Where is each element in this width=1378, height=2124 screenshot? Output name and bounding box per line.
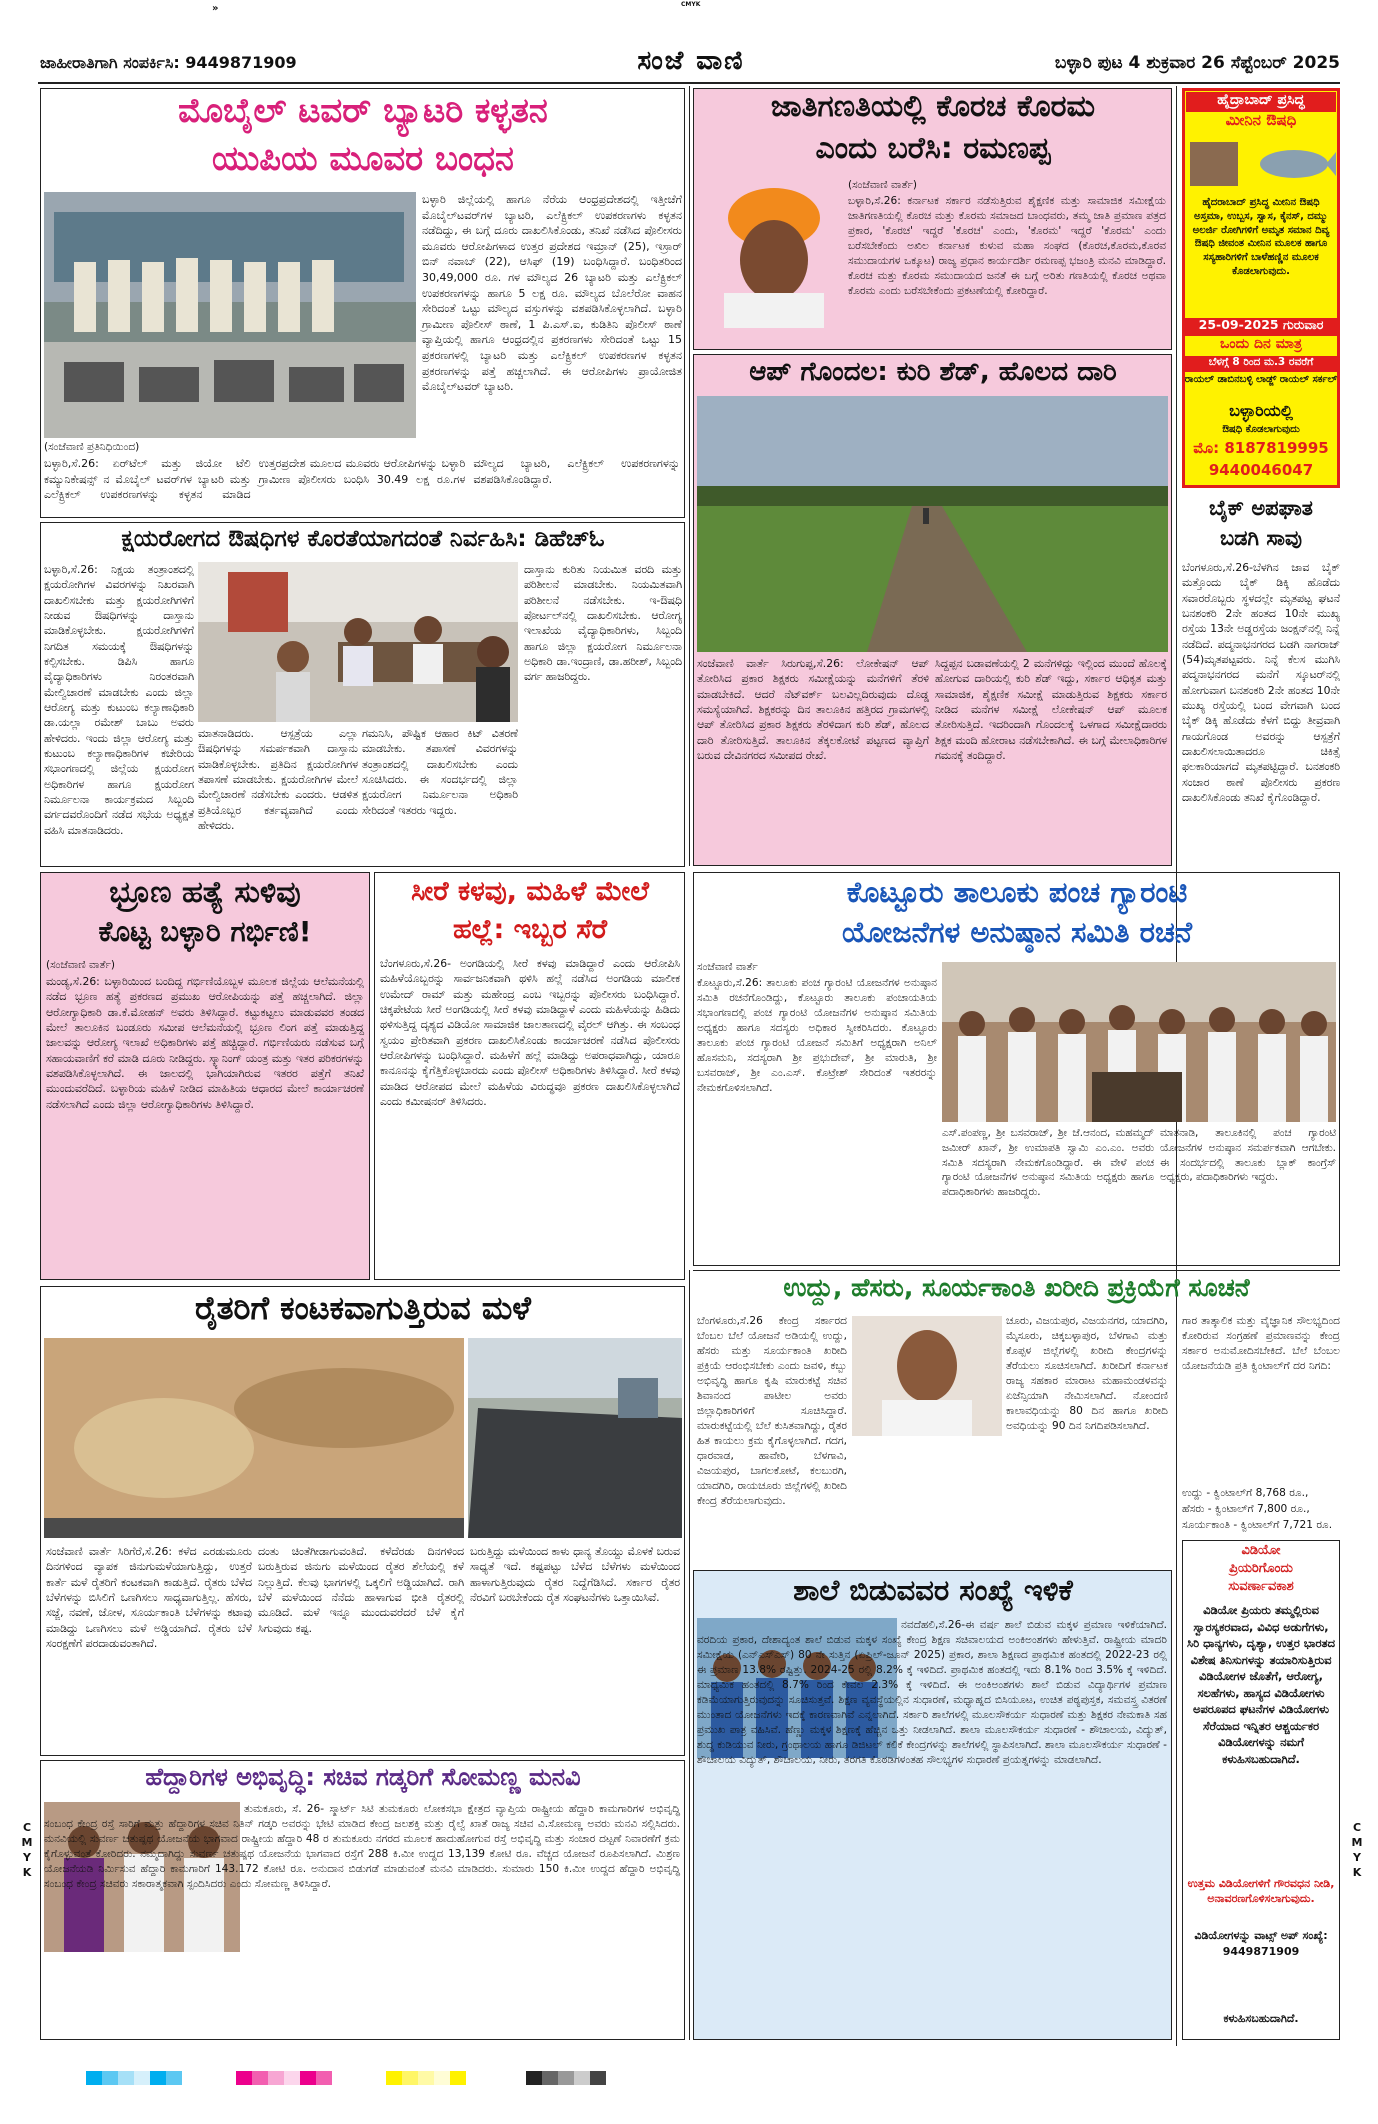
rain-body-col2: ದಂತು ಚಿಂತೆಗೀಡಾಗುವಂತಿದೆ. ಕಳೆದೆರಡು ದಿನಗಳಿಂದ ಬರುತ್ತಿರುವ ಜಿನುಗು ಮಳೆಯಿಂದ ರೈತರ ಶೆಲೆಯಲ್ಲಿ ಕಳೆ ನಿಲ್ಲುತ್ತಿದೆ. ಕೆಲವು ಭಾಗಗಳಲ್ಲಿ ಒಕ್ಕಲಿಗೆ ಅಡ್ಡಿಯಾಗಿದೆ. ರಾಗಿ ಬೆಳೆ ಮಳೆಯಿಂದ ನೆನೆದು ಹಾಳಾಗುವ ಭೀತಿ ರೈತರಲ್ಲಿ ಮೂಡಿದೆ. ಮಳೆ ಇನ್ನೂ ಮುಂದುವರೆದರೆ ಬೆಳೆ ಕೈಗೆ ಸಿಗುವುದು ಕಷ್ಟ. [258,1545,464,1635]
fish-graphic [1186,136,1336,192]
price-moong: ಹೆಸರು - ಕ್ವಿಂಟಾಲ್‌ಗೆ 7,800 ರೂ., [1182,1503,1310,1515]
procurement-body-col1: ಬೆಂಗಳೂರು,ಸೆ.26 ಕೇಂದ್ರ ಸರ್ಕಾರದ ಬೆಂಬಲ ಬೆಲೆ ಯೋಜನೆ ಅಡಿಯಲ್ಲಿ ಉದ್ದು, ಹೆಸರು ಮತ್ತು ಸೂರ್ಯಕಾಂತಿ ಖರೀದಿ ಪ್ರಕ್ರಿಯೆ ಆರಂಭಿಸಬೇಕು ಎಂದು ಜವಳಿ, ಕಬ್ಬು ಅಭಿವೃದ್ಧಿ ಹಾಗೂ ಕೃಷಿ ಮಾರುಕಟ್ಟೆ ಸಚಿವ ಶಿವಾನಂದ ಪಾಟೀಲ ಅವರು ಜಿಲ್ಲಾಧಿಕಾರಿಗಳಿಗೆ ಸೂಚಿಸಿದ್ದಾರೆ. ಮಾರುಕಟ್ಟೆಯಲ್ಲಿ ಬೆಲೆ ಕುಸಿತವಾಗಿದ್ದು, ರೈತರ ಹಿತ ಕಾಯಲು ಕ್ರಮ ಕೈಗೊಳ್ಳಲಾಗಿದೆ. ಗದಗ, ಧಾರವಾಡ, ಹಾವೇರಿ, ಬೆಳಗಾವಿ, ವಿಜಯಪುರ, ಬಾಗಲಕೋಟೆ, ಕಲಬುರಗಿ, ಯಾದಗಿರಿ, ರಾಯಚೂರು ಜಿಲ್ಲೆಗಳಲ್ಲಿ ಖರೀದಿ ಕೇಂದ್ರ ತೆರೆಯಲಾಗುವುದು. [697,1315,847,1508]
wet-grain-photo [44,1338,464,1538]
kottur-body-col2: ಮಾತನಾಡಿ, ತಾಲೂಕಿನಲ್ಲಿ ಪಂಚ ಗ್ಯಾರಂಟಿ ಯೋಜನೆಗಳ ಅನುಷ್ಠಾನ ಸಮರ್ಪಕವಾಗಿ ಆಗಬೇಕು. ಈ ಸಂದರ್ಭದಲ್ಲಿ ತಾಲೂಕು ಬ್ಲಾಕ್ ಕಾಂಗ್ರೆಸ್ ಅಧ್ಯಕ್ಷರು, ಪದಾಧಿಕಾರಿಗಳು ಇದ್ದರು. [1160,1127,1336,1184]
kottur-photo-graphic [942,962,1336,1122]
kottur-photo-caption: ಎಸ್.ಪಂಪಣ್ಣ, ಶ್ರೀ ಬಸವರಾಜ್, ಶ್ರೀ ಜೆ.ಆನಂದ, ಮಹಮ್ಮದ್ ಜಮೀರ್ ಖಾನ್, ಶ್ರೀ ಉಮಾಪತಿ ಸ್ವಾಮಿ ಎಂ.ಎಂ. ಅವರು ಸಮಿತಿ ಸದಸ್ಯರಾಗಿ ನೇಮಕಗೊಂಡಿದ್ದಾರೆ. ಈ ವೇಳೆ ಪಂಚ ಗ್ಯಾರಂಟಿ ಯೋಜನೆಗಳ ಅನುಷ್ಠಾನ ಸಮಿತಿಯ ಅಧ್ಯಕ್ಷರು ಹಾಗೂ ಪದಾಧಿಕಾರಿಗಳು ಹಾಜರಿದ್ದರು. [942,1127,1154,1199]
ramanappa-portrait-graphic [704,178,844,328]
fish-ad-phone-2: 9440046047 [1208,461,1314,479]
korcha-headline-2: ಎಂದು ಬರೆಸಿ: ರಮಣಪ್ಪ [815,131,1051,166]
covered-grain-graphic [468,1338,682,1538]
battery-theft-byline: (ಸಂಜೆವಾಣಿ ಪ್ರತಿನಿಧಿಯಿಂದ) [44,441,140,453]
rain-headline: ರೈತರಿಗೆ ಕಂಟಕವಾಗುತ್ತಿರುವ ಮಳೆ [195,1289,531,1327]
highway-headline: ಹೆದ್ದಾರಿಗಳ ಅಭಿವೃದ್ಧಿ: ಸಚಿವ ಗಡ್ಕರಿಗೆ ಸೋಮಣ್ಣ ಮನವಿ [145,1763,581,1791]
fish-ad-body: ಹೈದರಾಬಾದ್ ಪ್ರಸಿದ್ಧ ಮೀನಿನ ಔಷಧಿ ಅಸ್ತಮಾ, ಉಬ್ಬಸ, ಸ್ವಾಸ, ಕೈನಸ್, ದಮ್ಮು ಅಲರ್ಜಿ ರೋಗಿಗಳಿಗೆ ಅಮೃತ ಸಮಾನ ದಿವ್ಯ ಔಷಧಿ ಜೀವಂತ ಮೀನಿನ ಮೂಲಕ ಹಾಗೂ ಸಸ್ಯಹಾರಿಗಳಿಗೆ ಬಾಳೆಹಣ್ಣಿನ ಮೂಲಕ ಕೊಡಲಾಗುವುದು. [1192,197,1330,277]
foeticide-byline: (ಸಂಜೆವಾಣಿ ವಾರ್ತೆ) [46,959,115,971]
fish-ad-venue: ರಾಯಲ್ ಡಾಬಿನಬಳ್ಳಿ ಲಾಡ್ಜ್ ರಾಯಲ್ ಸರ್ಕಲ್ [1184,374,1338,385]
bike-accident-headline-1: ಬೈಕ್ ಅಪಘಾತ [1209,496,1313,520]
fish-ad-city: ಬಳ್ಳಾರಿಯಲ್ಲಿ [1229,401,1293,420]
fish-ad-date: 25-09-2025 ಗುರುವಾರ [1184,318,1338,336]
fish-ad-phone-1: ಮೊ: 8187819995 [1193,439,1329,457]
police-photo-graphic [44,192,416,438]
covered-grain-photo [468,1338,682,1538]
kottur-group-photo [942,962,1336,1122]
tb-body-col1: ಬಳ್ಳಾರಿ,ಸೆ.26: ನಿಕ್ಷಯ ತಂತ್ರಾಂಶದಲ್ಲಿ ಕ್ಷಯರೋಗಿಗಳ ವಿವರಗಳನ್ನು ನಿಖರವಾಗಿ ದಾಖಲಿಸಬೇಕು ಮತ್ತು ಕ್ಷಯರೋಗಿಗಳಿಗೆ ನೀಡುವ ಔಷಧಿಗಳನ್ನು ದಾಸ್ತಾನು ಮಾಡಿಕೊಳ್ಳಬೇಕು. ಕ್ಷಯರೋಗಿಗಳಿಗೆ ನಿಗದಿತ ಸಮಯಕ್ಕೆ ಔಷಧಿಗಳನ್ನು ಕಲ್ಪಿಸಬೇಕು. ಡಿಪಿಸಿ ಹಾಗೂ ವೈದ್ಯಾಧಿಕಾರಿಗಳು ನಿರಂತರವಾಗಿ ಮೇಲ್ವಿಚಾರಣೆ ಮಾಡಬೇಕು ಎಂದು ಜಿಲ್ಲಾ ಆರೋಗ್ಯ ಮತ್ತು ಕುಟುಂಬ ಕಲ್ಯಾಣಾಧಿಕಾರಿ ಡಾ.ಯಲ್ಲಾ ರಮೇಶ್ ಬಾಬು ಅವರು ಹೇಳಿದರು. ಇಂದು ಜಿಲ್ಲಾ ಆರೋಗ್ಯ ಮತ್ತು ಕುಟುಂಬ ಕಲ್ಯಾಣಾಧಿಕಾರಿಗಳ ಕಚೇರಿಯ ಸಭಾಂಗಣದಲ್ಲಿ ಜಿಲ್ಲೆಯ ಕ್ಷಯರೋಗ ಅಧಿಕಾರಿಗಳ ಹಾಗೂ ಕ್ಷಯರೋಗ ನಿರ್ಮೂಲನಾ ಕಾರ್ಯಕ್ರಮದ ಸಿಬ್ಬಂದಿ ವರ್ಗದವರೊಂದಿಗೆ ನಡೆದ ಸಭೆಯ ಅಧ್ಯಕ್ಷತೆ ವಹಿಸಿ ಮಾತನಾಡಿದರು. [44,563,194,837]
field-photo-graphic [697,396,1168,652]
saree-headline-2: ಹಲ್ಲೆ: ಇಬ್ಬರ ಸೆರೆ [452,914,608,945]
video-ad-title-1: ವಿಡಿಯೋ [1241,1543,1281,1558]
ad-contact-line: ಜಾಹೀರಾತಿಗಾಗಿ ಸಂಪರ್ಕಿಸಿ: 9449871909 [40,53,297,72]
highway-body: ತುಮಕೂರು, ಸೆ. 26- ಸ್ಮಾರ್ಟ್ ಸಿಟಿ ತುಮಕೂರು ಲೋಕಸಭಾ ಕ್ಷೇತ್ರದ ವ್ಯಾಪ್ತಿಯ ರಾಷ್ಟ್ರೀಯ ಹೆದ್ದಾರಿ ಕಾಮಗಾರಿಗಳ ಅಭಿವೃದ್ಧಿ ಸಂಬಂಧ ಕೇಂದ್ರ ರಸ್ತೆ ಸಾರಿಗೆ ಮತ್ತು ಹೆದ್ದಾರಿಗಳ ಸಚಿವ ನಿತಿನ್ ಗಡ್ಕರಿ ಅವರನ್ನು ಭೇಟಿ ಮಾಡಿದ ಕೇಂದ್ರ ಜಲಶಕ್ತಿ ಮತ್ತು ರೈಲ್ವೆ ಖಾತೆ ರಾಜ್ಯ ಸಚಿವ ವಿ.ಸೋಮಣ್ಣ ಅವರು ಮನವಿ ಸಲ್ಲಿಸಿದರು. ಮನವಿಯಲ್ಲಿ ಸುವರ್ಣ ಚತುಷ್ಪಥ ಯೋಜನೆಯ ಭಾಗವಾದ ರಾಷ್ಟ್ರೀಯ ಹೆದ್ದಾರಿ 48 ರ ತುಮಕೂರು ನಗರದ ಮೂಲಕ ಹಾದುಹೋಗುವ ರಸ್ತೆ ಅಭಿವೃದ್ಧಿ ಮತ್ತು ಸಂಚಾರ ದಟ್ಟಣೆ ನಿವಾರಣೆಗೆ ಕ್ರಮ ಕೈಗೊಳ್ಳುವಂತೆ ಕೋರಿದರು. ನಮ್ಮದಾಗಿದ್ದು ಸುವರ್ಣ ಚತುಷ್ಪಥ ಯೋಜನೆಯ ಭಾಗವಾದ ರಸ್ತೆಗೆ 288 ಕಿ.ಮೀ ಉದ್ದದ 13,139 ಕೋಟಿ ರೂ. ವೆಚ್ಚದ ಯೋಜನೆ ರೂಪಿಸಲಾಗಿದೆ. ಮಿಶ್ರಣ ಯೋಜನೆಯಡಿ ನಿರ್ಮಿಸುವ ಹೆದ್ದಾರಿ ಕಾಮಗಾರಿಗೆ 143.172 ಕೋಟಿ ರೂ. ಅನುದಾನ ಬಿಡುಗಡೆ ಮಾಡುವಂತೆ ಮನವಿ ಮಾಡಿದರು. ಸುಮಾರು 150 ಕಿ.ಮೀ ಉದ್ದದ ಹೆದ್ದಾರಿ ಅಭಿವೃದ್ಧಿ ಸಂಬಂಧ ಕೇಂದ್ರ ಸಚಿವರು ಸಕಾರಾತ್ಮಕವಾಗಿ ಸ್ಪಂದಿಸಿದರು ಎಂದು ಸೋಮಣ್ಣ ತಿಳಿಸಿದ್ದಾರೆ. [44,1803,680,1891]
korcha-byline: (ಸಂಜೆವಾಣಿ ವಾರ್ತೆ) [848,179,917,191]
procurement-body-col3: ಗಾರ ತಾತ್ಕಾಲಿಕ ಮತ್ತು ವೈಜ್ಞಾನಿಕ ಸೌಲಭ್ಯದಿಂದ ಕೋರಿರುವ ಸಂಗ್ರಹಣೆ ಪ್ರಮಾಣವನ್ನು ಕೇಂದ್ರ ಸರ್ಕಾರ ಅನುಮೋದಿಸಬೇಕಿದೆ. ಬೆಲೆ ಬೆಂಬಲ ಯೋಜನೆಯಡಿ ಪ್ರತಿ ಕ್ವಿಂಟಾಲ್‌ಗೆ ದರ ನಿಗದಿ: [1182,1315,1340,1373]
tb-body-col3: ಗಮನಿಸಿ, ಪೌಷ್ಟಿಕ ಆಹಾರ ಕಿಟ್ ವಿತರಣೆ ಮಾಡಬೇಕು. ತಪಾಸಣೆ ವಿವರಗಳನ್ನು ತಂತ್ರಾಂಶದಲ್ಲಿ ದಾಖಲಿಸಬೇಕು ಎಂದು ಸೂಚಿಸಿದರು. ಈ ಸಂದರ್ಭದಲ್ಲಿ ಜಿಲ್ಲಾ ಕ್ಷಯರೋಗ ನಿರ್ಮೂಲನಾ ಅಧಿಕಾರಿ ಸೇರಿದಂತೆ ಇತರರು ಇದ್ದರು. [362,727,518,817]
bike-accident-body: ಬೆಂಗಳೂರು,ಸೆ.26-ಬೆಳಗಿನ ಜಾವ ಬೈಕ್ ಮತ್ತೊಂದು ಬೈಕ್ ಡಿಕ್ಕಿ ಹೊಡೆದು ಸವಾರರೊಬ್ಬರು ಸ್ಥಳದಲ್ಲೇ ಮೃತಪಟ್ಟ ಘಟನೆ ಬನಶಂಕರಿ 2ನೇ ಹಂತದ 10ನೇ ಮುಖ್ಯ ರಸ್ತೆಯ 13ನೇ ಅಡ್ಡರಸ್ತೆಯ ಜಂಕ್ಷನ್‌ನಲ್ಲಿ ನಿನ್ನೆ ನಡೆದಿದೆ. ಪದ್ಮನಾಭನಗರದ ಬಡಗಿ ನಾಗರಾಜ್ (54)ಮೃತಪಟ್ಟವರು. ನಿನ್ನೆ ಕೆಲಸ ಮುಗಿಸಿ ಪದ್ಮನಾಭನಗರದ ಮನೆಗೆ ಸ್ಕೂಟರ್‌ನಲ್ಲಿ ಹೋಗುವಾಗ ಬನಶಂಕರಿ 2ನೇ ಹಂತದ 10ನೇ ಮುಖ್ಯ ರಸ್ತೆಯಲ್ಲಿ ಬಂದ ವೇಗವಾಗಿ ಬಂದ ಬೈಕ್ ಡಿಕ್ಕಿ ಹೊಡೆದು ಕೆಳಗೆ ಬಿದ್ದು ತೀವ್ರವಾಗಿ ಗಾಯಗೊಂಡ ಅವರನ್ನು ಆಸ್ಪತ್ರೆಗೆ ದಾಖಲಿಸಲಾಯಿತಾದರೂ ಚಿಕಿತ್ಸೆ ಫಲಕಾರಿಯಾಗದೆ ಮೃತಪಟ್ಟಿದ್ದಾರೆ. ಬನಶಂಕರಿ ಸಂಚಾರ ಠಾಣೆ ಪೊಲೀಸರು ಪ್ರಕರಣ ದಾಖಲಿಸಿಕೊಂಡು ತನಿಖೆ ಕೈಗೊಂಡಿದ್ದಾರೆ. [1182,561,1340,804]
saree-body: ಬೆಂಗಳೂರು,ಸೆ.26- ಅಂಗಡಿಯಲ್ಲಿ ಸೀರೆ ಕಳವು ಮಾಡಿದ್ದಾರೆ ಎಂದು ಆರೋಪಿಸಿ ಮಹಿಳೆಯೊಬ್ಬರನ್ನು ಸಾರ್ವಜನಿಕವಾಗಿ ಥಳಿಸಿ ಹಲ್ಲೆ ನಡೆಸಿದ ಅಂಗಡಿಯ ಮಾಲೀಕ ಉಮೇದ್ ರಾಮ್ ಮತ್ತು ಮಹೇಂದ್ರ ಎಂಬ ಇಬ್ಬರನ್ನು ಪೊಲೀಸರು ಬಂಧಿಸಿದ್ದಾರೆ. ಚಿಕ್ಕಪೇಟೆಯ ಸೀರೆ ಅಂಗಡಿಯಲ್ಲಿ ಸೀರೆ ಕಳವು ಮಾಡಿದ್ದಾಳೆ ಎಂದು ಮಹಿಳೆಯನ್ನು ಹಿಡಿದು ಥಳಿಸುತ್ತಿದ್ದ ದೃಶ್ಯದ ವಿಡಿಯೋ ಸಾಮಾಜಿಕ ಜಾಲತಾಣದಲ್ಲಿ ವೈರಲ್ ಆಗಿತ್ತು. ಈ ಸಂಬಂಧ ಸ್ವಯಂ ಪ್ರೇರಿತವಾಗಿ ಪ್ರಕರಣ ದಾಖಲಿಸಿಕೊಂಡು ಕಾರ್ಯಾಚರಣೆ ನಡೆಸಿದ ಪೊಲೀಸರು ಆರೋಪಿಗಳನ್ನು ಬಂಧಿಸಿದ್ದಾರೆ. ಮಹಿಳೆಗೆ ಹಲ್ಲೆ ಮಾಡಿದ್ದು ಅಪರಾಧವಾಗಿದ್ದು, ಯಾರೂ ಕಾನೂನನ್ನು ಕೈಗೆತ್ತಿಕೊಳ್ಳಬಾರದು ಎಂದು ಪೊಲೀಸ್ ಅಧಿಕಾರಿಗಳು ತಿಳಿಸಿದ್ದಾರೆ. ಸೀರೆ ಕಳವು ಮಾಡಿದ ಆರೋಪದ ಮೇಲೆ ಮಹಿಳೆಯ ವಿರುದ್ಧವೂ ಪ್ರಕರಣ ದಾಖಲಿಸಿಕೊಳ್ಳಲಾಗಿದೆ ಎಂದು ಕಮೀಷನರ್ ತಿಳಿಸಿದರು. [380,957,680,1108]
color-calibration-bar [86,2070,626,2084]
video-ad-title-2: ಪ್ರಿಯರಿಗೊಂದು [1229,1561,1293,1576]
cmyk-mark-top: CMYK [681,1,701,8]
field-road-photo [697,396,1168,652]
kottur-headline-1: ಕೊಟ್ಟೂರು ತಾಲೂಕು ಪಂಚ ಗ್ಯಾರಂಟಿ [846,875,1188,909]
grain-photo-graphic [44,1338,464,1538]
rain-body-col3: ಬರುತ್ತಿದ್ದು ಮಳೆಯಿಂದ ಕಾಳು ಧಾನ್ಯ ತೊಯ್ದು ಮೊಳಕೆ ಬರುವ ಸಾಧ್ಯತೆ ಇದೆ. ಕಷ್ಟಪಟ್ಟು ಬೆಳೆದ ಬೆಳೆಗಳು ಮಳೆಯಿಂದ ಹಾಳಾಗುತ್ತಿರುವುದು ರೈತರ ನಿದ್ದೆಗೆಡಿಸಿದೆ. ಸರ್ಕಾರ ರೈತರ ನೆರವಿಗೆ ಬರಬೇಕೆಂದು ರೈತ ಸಂಘಟನೆಗಳು ಒತ್ತಾಯಿಸಿವೆ. [470,1545,680,1604]
korcha-headline-1: ಜಾತಿಗಣತಿಯಲ್ಲಿ ಕೊರಚ ಕೊರಮ [770,89,1096,124]
video-ad-reward: ಉತ್ತಮ ವಿಡಿಯೋಗಳಿಗೆ ಗೌರವಧನ ನೀಡಿ, ಅನಾವರಣಗೊಳಿಸಲಾಗುವುದು. [1187,1877,1335,1906]
forward-arrows-mark: » [212,3,219,14]
bike-accident-headline-2: ಬಡಗಿ ಸಾವು [1219,526,1303,550]
dropout-body: ನವದೆಹಲಿ,ಸೆ.26-ಈ ವರ್ಷ ಶಾಲೆ ಬಿಡುವ ಮಕ್ಕಳ ಪ್ರಮಾಣ ಇಳಿಕೆಯಾಗಿದೆ. ವರದಿಯ ಪ್ರಕಾರ, ದೇಶಾದ್ಯಂತ ಶಾಲೆ ಬಿಡುವ ಮಕ್ಕಳ ಸಂಖ್ಯೆ ಕೇಂದ್ರ ಶಿಕ್ಷಣ ಸಚಿವಾಲಯದ ಅಂಕಿಅಂಶಗಳು ಹೇಳುತ್ತಿವೆ. ರಾಷ್ಟ್ರೀಯ ಮಾದರಿ ಸಮೀಕ್ಷೆಯ (ಎನ್‌ಎಸ್‌ಎಸ್) 80 ನೇ ಸುತ್ತಿನ (ಏಪ್ರಿಲ್-ಜೂನ್ 2025) ಪ್ರಕಾರ, ಶಾಲಾ ಶಿಕ್ಷಣದ ಪ್ರಾಥಮಿಕ ಹಂತದಲ್ಲಿ 2022-23 ರಲ್ಲಿ ಈ ಪ್ರಮಾಣ 13.8% ರಷ್ಟಿತ್ತು. 2024-25 ರಲ್ಲಿ 8.2% ಕ್ಕೆ ಇಳಿದಿದೆ. ಪ್ರಾಥಮಿಕ ಹಂತದಲ್ಲಿ ಇದು 8.1% ರಿಂದ 3.5% ಕ್ಕೆ ಇಳಿದಿದೆ. ಮಾಧ್ಯಮಿಕ ಹಂತದಲ್ಲಿ 8.7% ರಿಂದ ಕೇವಲ 2.3% ಕ್ಕೆ ಇಳಿದಿದೆ. ಈ ಅಂಕಿಅಂಶಗಳು ಶಾಲೆ ಬಿಡುವ ವಿದ್ಯಾರ್ಥಿಗಳ ಪ್ರಮಾಣ ಕಡಿಮೆಯಾಗುತ್ತಿರುವುದನ್ನು ಸೂಚಿಸುತ್ತವೆ. ಶಿಕ್ಷಣ ವ್ಯವಸ್ಥೆಯಲ್ಲಿನ ಸುಧಾರಣೆ, ಮಧ್ಯಾಹ್ನದ ಬಿಸಿಯೂಟ, ಉಚಿತ ಪಠ್ಯಪುಸ್ತಕ, ಸಮವಸ್ತ್ರ ವಿತರಣೆ ಮುಂತಾದ ಯೋಜನೆಗಳು ಇದಕ್ಕೆ ಕಾರಣವಾಗಿವೆ ಎನ್ನಲಾಗಿದೆ. ಸರ್ಕಾರಿ ಶಾಲೆಗಳಲ್ಲಿ ಮೂಲಸೌಕರ್ಯ ಸುಧಾರಣೆ ಮತ್ತು ಶಿಕ್ಷಕರ ನೇಮಕಾತಿ ಸಹ ಪ್ರಮುಖ ಪಾತ್ರ ವಹಿಸಿವೆ. ಹೆಣ್ಣು ಮಕ್ಕಳ ಶಿಕ್ಷಣಕ್ಕೆ ಹೆಚ್ಚಿನ ಒತ್ತು ನೀಡಲಾಗಿದೆ. ಶಾಲಾ ಮೂಲಸೌಕರ್ಯ ಸುಧಾರಣೆ - ಶೌಚಾಲಯ, ವಿದ್ಯುತ್, ಶುದ್ಧ ಕುಡಿಯುವ ನೀರು, ಗ್ರಂಥಾಲಯ ಹಾಗೂ ಡಿಜಿಟಲ್ ಕಲಿಕೆ ಕೇಂದ್ರಗಳನ್ನು ಶಾಲೆಗಳಲ್ಲಿ ಸ್ಥಾಪಿಸಲಾಗಿದೆ. ಶಾಲಾ ಮೂಲಸೌಕರ್ಯ ಸುಧಾರಣೆ - ಶೌಚಾಲಯ ವಿದ್ಯುತ್, ಶೌಚಾಲಯ, ನೀರು, ತರಗತಿ ಕೊಠಡಿಗಳಂತಹ ಸೌಲಭ್ಯಗಳ ಸುಧಾರಣೆ ಪ್ರಯತ್ನಗಳನ್ನು ಮಾಡಲಾಗಿದೆ. [697,1619,1167,1767]
battery-theft-headline-2: ಯುಪಿಯ ಮೂವರ ಬಂಧನ [212,139,514,179]
video-ad-title-3: ಸುವರ್ಣಾವಕಾಶ [1228,1579,1294,1594]
paper-name-logo: ಸಂಜೆ ವಾಣಿ [637,46,745,76]
kottur-byline: ಸಂಜೆವಾಣಿ ವಾರ್ತೆ [697,961,758,973]
price-sunflower: ಸೂರ್ಯಕಾಂತಿ - ಕ್ವಿಂಟಾಲ್‌ಗೆ 7,721 ರೂ. [1182,1519,1333,1531]
procurement-body-col2: ಚೂರು, ವಿಜಯಪುರ, ವಿಜಯನಗರ, ಯಾದಗಿರಿ, ಮೈಸೂರು, ಚಿಕ್ಕಬಳ್ಳಾಪುರ, ಬೆಳಗಾವಿ ಮತ್ತು ಕೊಪ್ಪಳ ಜಿಲ್ಲೆಗಳಲ್ಲಿ ಖರೀದಿ ಕೇಂದ್ರಗಳನ್ನು ತೆರೆಯಲು ಸೂಚಿಸಲಾಗಿದೆ. ಖರೀದಿಗೆ ಕರ್ನಾಟಕ ರಾಜ್ಯ ಸಹಕಾರ ಮಾರಾಟ ಮಹಾಮಂಡಳವನ್ನು ಏಜೆನ್ಸಿಯಾಗಿ ನೇಮಿಸಲಾಗಿದೆ. ನೋಂದಣಿ ಕಾಲಾವಧಿಯನ್ನು 80 ದಿನ ಹಾಗೂ ಖರೀದಿ ಅವಧಿಯನ್ನು 90 ದಿನ ನಿಗದಿಪಡಿಸಲಾಗಿದೆ. [1006,1315,1168,1433]
video-ad-body: ವಿಡಿಯೋ ಪ್ರಿಯರು ತಮ್ಮಲ್ಲಿರುವ ಸ್ವಾರಸ್ಯಕರವಾದ, ವಿವಿಧ ಅಡುಗೆಗಳು, ಸಿರಿ ಧಾನ್ಯಗಳು, ದೃಶ್ಯಾ, ಉತ್ತರ ಭಾರತದ ವಿಶೇಷ ತಿನಿಸುಗಳನ್ನು ತಯಾರಿಸುತ್ತಿರುವ ವಿಡಿಯೋಗಳ ಜೊತೆಗೆ, ಆರೋಗ್ಯ, ಸಲಹೆಗಳು, ಹಾಸ್ಯದ ವಿಡಿಯೋಗಳು ಅಪರೂಪದ ಘಟನೆಗಳ ವಿಡಿಯೋಗಳು ಸೆರೆಯಾದ ಇನ್ನಿತರ ಆಶ್ಚರ್ಯಕರ ವಿಡಿಯೋಗಳನ್ನು ನಮಗೆ ಕಳುಹಿಸಬಹುದಾಗಿದೆ. [1187,1603,1335,1766]
battery-theft-body: ಬಳ್ಳಾರಿ ಜಿಲ್ಲೆಯಲ್ಲಿ ಹಾಗೂ ನೆರೆಯ ಆಂಧ್ರಪ್ರದೇಶದಲ್ಲಿ ಇತ್ತೀಚೆಗೆ ಮೊಬೈಲ್‌ಟವರ್‌ಗಳ ಬ್ಯಾಟರಿ, ಎಲೆಕ್ಟ್ರಿಕಲ್ ಉಪಕರಣಗಳು ಕಳ್ಳತನ ನಡೆದಿದ್ದು, ಈ ಬಗ್ಗೆ ದೂರು ದಾಖಲಿಸಿಕೊಂಡು, ತನಿಖೆ ನಡೆಸಿದ ಪೊಲೀಸರು ಮೂವರು ಆರೋಪಿಗಳಾದ ಉತ್ತರ ಪ್ರದೇಶದ ಇಮ್ರಾನ್ (25), ಇಸ್ರಾರ್ ಬಿನ್ ನವಾಬ್ (22), ಆಸಿಫ್ (19) ಬಂಧಿಸಿದ್ದಾರೆ. ಬಂಧಿತರಿಂದ 30,49,000 ರೂ. ಗಳ ಮೌಲ್ಯದ 26 ಬ್ಯಾಟರಿ ಮತ್ತು ಎಲೆಕ್ಟ್ರಿಕಲ್ ಉಪಕರಣಗಳನ್ನು ಹಾಗೂ 5 ಲಕ್ಷ ರೂ. ಮೌಲ್ಯದ ಬೊಲೆರೋ ವಾಹನ ಸೇರಿದಂತೆ ಒಟ್ಟು ಮೌಲ್ಯದ ವಸ್ತುಗಳನ್ನು ವಶಪಡಿಸಿಕೊಳ್ಳಲಾಗಿದೆ. ಬಳ್ಳಾರಿ ಗ್ರಾಮೀಣ ಪೊಲೀಸ್ ಠಾಣೆ, 1 ಪಿ.ಎಸ್.ಐ, ಕುಡಿತಿನಿ ಪೊಲೀಸ್ ಠಾಣೆ ವ್ಯಾಪ್ತಿಯಲ್ಲಿ ಹಾಗೂ ಆಂಧ್ರದಲ್ಲಿನ ಪ್ರಕರಣಗಳು ಸೇರಿದಂತೆ ಒಟ್ಟು 15 ಪ್ರಕರಣಗಳಲ್ಲಿ ಬ್ಯಾಟರಿ ಮತ್ತು ಎಲೆಕ್ಟ್ರಿಕಲ್ ಉಪಕರಣಗಳ ಕಳ್ಳತನ ಪ್ರಕರಣಗಳನ್ನು ಪತ್ತೆ ಹಚ್ಚಲಾಗಿದೆ. ಈ ಆರೋಪಿಗಳು ಪ್ರಾಯೋಜಿತ ಮೊಬೈಲ್‌ಟವರ್ ಬ್ಯಾಟರಿ. [422,193,682,394]
dropout-headline: ಶಾಲೆ ಬಿಡುವವರ ಸಂಖ್ಯೆ ಇಳಿಕೆ [793,1573,1073,1607]
cmyk-mark-left: CMYK [21,1821,33,1879]
color-bars-graphic [86,2071,626,2085]
procurement-headline: ಉದ್ದು, ಹೆಸರು, ಸೂರ್ಯಕಾಂತಿ ಖರೀದಿ ಪ್ರಕ್ರಿಯೆಗೆ ಸೂಚನೆ [783,1273,1250,1302]
fish-ad-day: ಒಂದು ದಿನ ಮಾತ್ರ [1220,336,1302,352]
fish-ad-time: ಬೆಳಗ್ಗೆ 8 ರಿಂದ ಮ.3 ರವರೆಗೆ [1184,356,1338,372]
app-confusion-col1: ಸಂಜೆವಾಣಿ ವಾರ್ತೆ ಸಿರುಗುಪ್ಪ,ಸೆ.26: ಲೋಕೇಷನ್ ಆಪ್ ತೋರಿಸಿದ ಪ್ರಕಾರ ಶಿಕ್ಷಕರು ಸಮೀಕ್ಷೆಯನ್ನು ಮನೆಗಳಿಗೆ ತೆರಳಿ ಮಾಡಬೇಕಿದೆ. ಆದರೆ ನೆಟ್‌ವರ್ಕ್ ಬಲವಿಲ್ಲದಿರುವುದು ದೊಡ್ಡ ಸಮಸ್ಯೆಯಾಗಿದೆ. ಶಿಕ್ಷಕರನ್ನು ದಿನ ತಾಲೂಕಿನ ಹತ್ತಿರದ ಗ್ರಾಮಗಳಲ್ಲಿ ಆಪ್ ತೋರಿಸಿದ ಪ್ರಕಾರ ಶಿಕ್ಷಕರು ತೆರಳಿದಾಗ ಕುರಿ ಶೆಡ್, ಹೊಲದ ದಾರಿ ತೋರಿಸುತ್ತಿದೆ. ತಾಲೂಕಿನ ತೆಕ್ಕಲಕೋಟೆ ಪಟ್ಟಣದ ವ್ಯಾಪ್ತಿಗೆ ಬರುವ ದೇವಿನಗರದ ಸಮೀಪದ ರೇಖೆ. [697,657,929,762]
saree-headline-1: ಸೀರೆ ಕಳವು, ಮಹಿಳೆ ಮೇಲೆ [411,876,649,907]
video-ad-tail: ಕಳುಹಿಸಬಹುದಾಗಿದೆ. [1223,2012,1299,2025]
tb-headline: ಕ್ಷಯರೋಗದ ಔಷಧಿಗಳ ಕೊರತೆಯಾಗದಂತೆ ನಿರ್ವಹಿಸಿ: ಡಿಹೆಚ್‌ಓ [121,526,605,552]
fish-ad-title-2: ಮೀನಿನ ಔಷಧಿ [1225,111,1297,129]
tb-meeting-photo [198,562,518,722]
cmyk-mark-right: CMYK [1351,1821,1363,1879]
police-press-photo [44,192,416,438]
minister-portrait [852,1316,1002,1436]
tb-body-col4: ದಾಸ್ತಾನು ಕುರಿತು ನಿಯಮಿತ ವರದಿ ಮತ್ತು ಪರಿಶೀಲನೆ ಮಾಡಬೇಕು. ನಿಯಮಿತವಾಗಿ ಪರಿಶೀಲನೆ ನಡೆಸಬೇಕು. ಇ-ಔಷಧಿ ಪೋರ್ಟಲ್‌ನಲ್ಲಿ ದಾಖಲಿಸಬೇಕು. ಆರೋಗ್ಯ ಇಲಾಖೆಯ ವೈದ್ಯಾಧಿಕಾರಿಗಳು, ಸಿಬ್ಬಂದಿ ಹಾಗೂ ಜಿಲ್ಲಾ ಕ್ಷಯರೋಗ ನಿರ್ಮೂಲನಾ ಅಧಿಕಾರಿ ಡಾ.ಇಂದ್ರಾಣಿ, ಡಾ.ಹರೀಶ್, ಸಿಬ್ಬಂದಿ ವರ್ಗ ಹಾಜರಿದ್ದರು. [524,563,682,684]
app-confusion-headline: ಆಪ್ ಗೊಂದಲ: ಕುರಿ ಶೆಡ್, ಹೊಲದ ದಾರಿ [749,357,1117,387]
kottur-body-col1: ಕೊಟ್ಟೂರು,ಸೆ.26: ತಾಲೂಕು ಪಂಚ ಗ್ಯಾರಂಟಿ ಯೋಜನೆಗಳ ಅನುಷ್ಠಾನ ಸಮಿತಿ ರಚನೆಗೊಂಡಿದ್ದು, ಕೊಟ್ಟೂರು ತಾಲೂಕು ಪಂಚಾಯತಿಯ ಸಭಾಂಗಣದಲ್ಲಿ ಪಂಚ ಗ್ಯಾರಂಟಿ ಯೋಜನೆಗಳ ಅನುಷ್ಠಾನ ಸಮಿತಿಯ ಅಧ್ಯಕ್ಷರು ಹಾಗೂ ಸದಸ್ಯರು ಅಧಿಕಾರ ಸ್ವೀಕರಿಸಿದರು. ಕೊಟ್ಟೂರು ತಾಲೂಕು ಪಂಚ ಗ್ಯಾರಂಟಿ ಯೋಜನೆ ಸಮಿತಿಗೆ ಅಧ್ಯಕ್ಷರಾಗಿ ಅನಿಲ್ ಹೊಸಮನಿ, ಸದಸ್ಯರಾಗಿ ಶ್ರೀ ಪ್ರಭುದೇವ್, ಶ್ರೀ ಮಾರುತಿ, ಶ್ರೀ ಬಸವರಾಜ್, ಶ್ರೀ ಎಂ.ಎಸ್. ಕೊಟ್ರೇಶ್ ಸೇರಿದಂತೆ ಇತರರನ್ನು ನೇಮಕಗೊಳಿಸಲಾಗಿದೆ. [697,977,937,1095]
battery-theft-headline-1: ಮೊಬೈಲ್ ಟವರ್ ಬ್ಯಾಟರಿ ಕಳ್ಳತನ [178,91,548,131]
ramanappa-portrait [704,178,844,328]
price-urad: ಉದ್ದು - ಕ್ವಿಂಟಾಲ್‌ಗೆ 8,768 ರೂ., [1182,1487,1309,1499]
korcha-body: ಬಳ್ಳಾರಿ,ಸೆ.26: ಕರ್ನಾಟಕ ಸರ್ಕಾರ ನಡೆಸುತ್ತಿರುವ ಶೈಕ್ಷಣಿಕ ಮತ್ತು ಸಾಮಾಜಿಕ ಸಮೀಕ್ಷೆಯ ಜಾತಿಗಣತಿಯಲ್ಲಿ ಕೊರಚ ಮತ್ತು ಕೊರಮ ಸಮಾಜದ ಬಾಂಧವರು, ತಮ್ಮ ಜಾತಿ ಪ್ರಮಾಣ ಪತ್ರದ ಪ್ರಕಾರ, 'ಕೊರಚ' ಇದ್ದರೆ 'ಕೊರಚ' ಎಂದು, 'ಕೊರಮ' ಇದ್ದರೆ 'ಕೊರಮ' ಎಂದು ಬರೆಸಬೇಕೆಂದು ಅಖಿಲ ಕರ್ನಾಟಕ ಕುಳುವ ಮಹಾ ಸಂಘದ (ಕೊರಚ,ಕೊರಮ,ಕೊರವ ಸಮುದಾಯಗಳ ಒಕ್ಕೂಟ) ರಾಜ್ಯ ಪ್ರಧಾನ ಕಾರ್ಯದರ್ಶಿ ರಮಣಪ್ಪ ಭಜಂತ್ರಿ ಮನವಿ ಮಾಡಿದ್ದಾರೆ. ಕೊರಚ ಮತ್ತು ಕೊರಮ ಸಮುದಾಯದ ಜನತೆ ಈ ಬಗ್ಗೆ ಅರಿತು ಗಣತಿಯಲ್ಲಿ ಕೊರಚ ಅಥವಾ ಕೊರಮ ಎಂದು ಬರೆಸಬೇಕೆಂದು ಪ್ರಕಟಣೆಯಲ್ಲಿ ಕೋರಿದ್ದಾರೆ. [848,195,1166,298]
video-ad-whatsapp: ವಿಡಿಯೋಗಳನ್ನು ವಾಟ್ಸ್ ಅಪ್ ಸಂಖ್ಯೆ: 9449871909 [1194,1929,1328,1958]
fish-ad-image [1186,136,1336,192]
tb-photo-graphic [198,562,518,722]
minister-portrait-graphic [852,1316,1002,1436]
fish-ad-note: ಔಷಧಿ ಕೊಡಲಾಗುವುದು [1222,424,1300,435]
tb-body-col2: ಮಾತನಾಡಿದರು. ಆಸ್ಪತ್ರೆಯ ಎಲ್ಲಾ ಔಷಧಿಗಳನ್ನು ಸಮರ್ಪಕವಾಗಿ ದಾಸ್ತಾನು ಮಾಡಿಕೊಳ್ಳಬೇಕು. ಪ್ರತಿದಿನ ಕ್ಷಯರೋಗಿಗಳ ತಪಾಸಣೆ ಮಾಡಬೇಕು. ಕ್ಷಯರೋಗಿಗಳ ಮೇಲೆ ಮೇಲ್ವಿಚಾರಣೆ ನಡೆಸಬೇಕು ಎಂದರು. ಆಡಳಿತ ಪ್ರತಿಯೊಬ್ಬರ ಕರ್ತವ್ಯವಾಗಿದೆ ಎಂದು ಹೇಳಿದರು. [198,727,358,832]
rain-body-col1: ಸಂಜೆವಾಣಿ ವಾರ್ತೆ ಸಿರಿಗೆರೆ,ಸೆ.26: ಕಳೆದ ಎರಡುಮೂರು ದಿನಗಳಿಂದ ವ್ಯಾಪಕ ಜಿನುಗುಮಳೆಯಾಗುತ್ತಿದ್ದು, ಉತ್ತರೆ ಕಾರ್ತೆ ಮಳೆ ರೈತರಿಗೆ ಕಂಟಕವಾಗಿ ಕಾಡುತ್ತಿದೆ. ರೈತರು ಬೆಳೆದ ಬೆಳೆಗಳನ್ನು ಬಿಸಿಲಿಗೆ ಒಣಗಿಸಲು ಸಾಧ್ಯವಾಗುತ್ತಿಲ್ಲ. ಹೆಸರು, ಸಜ್ಜೆ, ನವಣೆ, ಜೋಳ, ಸೂರ್ಯಕಾಂತಿ ಬೆಳೆಗಳನ್ನು ಕಟಾವು ಮಾಡಿದ್ದು ಒಣಗಿಸಲು ಮಳೆ ಅಡ್ಡಿಯಾಗಿದೆ. ರೈತರು ಬೆಳೆ ಸಂರಕ್ಷಣೆಗೆ ಪರದಾಡುವಂತಾಗಿದೆ. [46,1545,252,1650]
app-confusion-col2: ಸಿದ್ದಪ್ಪನ ಬಡಾವಣೆಯಲ್ಲಿ 2 ಮನೆಗಳಿದ್ದು ಇಲ್ಲಿಂದ ಮುಂದೆ ಹೊಲಕ್ಕೆ ಹೋಗುವ ದಾರಿಯಲ್ಲಿ ಕುರಿ ಶೆಡ್ ಇದ್ದು, ಸರ್ಕಾರ ಆಧಿಕೃತ ಮತ್ತು ಸಾಮಾಜಿಕ, ಶೈಕ್ಷಣಿಕ ಸಮೀಕ್ಷೆ ಮಾಡುತ್ತಿರುವ ಶಿಕ್ಷಕರು ಸರ್ಕಾರ ನೀಡಿದ ಮನೆಗಳ ಸಮೀಕ್ಷೆ ಲೋಕೇಷನ್ ಆಪ್ ಮೂಲಕ ತೋರಿಸುತ್ತಿದೆ. ಇದರಿಂದಾಗಿ ಗೊಂದಲಕ್ಕೆ ಒಳಗಾದ ಸಮೀಕ್ಷೆದಾರರು ಶಿಕ್ಷಕ ಮಂದಿ ಹೋರಾಟ ನಡೆಸಬೇಕಾಗಿದೆ. ಈ ಬಗ್ಗೆ ಮೇಲಾಧಿಕಾರಿಗಳ ಗಮನಕ್ಕೆ ತಂದಿದ್ದಾರೆ. [935,657,1167,762]
kottur-headline-2: ಯೋಜನೆಗಳ ಅನುಷ್ಠಾನ ಸಮಿತಿ ರಚನೆ [841,915,1193,949]
foeticide-headline-1: ಭ್ರೂಣ ಹತ್ಯೆ ಸುಳಿವು [109,875,301,910]
dateline: ಬಳ್ಳಾರಿ ಪುಟ 4 ಶುಕ್ರವಾರ 26 ಸೆಪ್ಟೆಂಬರ್ 2025 [1054,53,1340,73]
fish-ad-title-1: ಹೈದ್ರಾಬಾದ್ ಪ್ರಸಿದ್ಧ [1186,92,1336,112]
foeticide-body: ಮಂಡ್ಯ,ಸೆ.26: ಬಳ್ಳಾರಿಯಿಂದ ಬಂದಿದ್ದ ಗರ್ಭಿಣಿಯೊಬ್ಬಳ ಮೂಲಕ ಜಿಲ್ಲೆಯ ಆಲೆಮನೆಯಲ್ಲಿ ನಡೆದ ಭ್ರೂಣ ಹತ್ಯೆ ಪ್ರಕರಣದ ಪ್ರಮುಖ ಆರೋಪಿಯನ್ನು ಪತ್ತೆ ಹಚ್ಚಲಾಗಿದೆ. ಜಿಲ್ಲಾ ಆರೋಗ್ಯಾಧಿಕಾರಿ ಡಾ.ಕೆ.ಮೋಹನ್ ಅವರು ತಿಳಿಸಿದ್ದಾರೆ. ಕಟ್ಟುಕಟ್ಟಲು ಮಾಡುವವರ ತಂಡದ ಮೇಲೆ ತಾಲೂಕಿನ ಬಂಡೂರು ಸಮೀಪ ಆಲೆಮನೆಯಲ್ಲಿ ಭ್ರೂಣ ಲಿಂಗ ಪತ್ತೆ ಮಾಡುತ್ತಿದ್ದ ಜಾಲವನ್ನು ಆರೋಗ್ಯ ಇಲಾಖೆ ಅಧಿಕಾರಿಗಳು ಪತ್ತೆ ಹಚ್ಚಿದ್ದಾರೆ. ಗರ್ಭಿಣಿಯರು ನಡೆಸುವ ಬಗ್ಗೆ ಸಹಾಯವಾಣಿಗೆ ಕರೆ ಮಾಡಿ ದೂರು ನೀಡಿದ್ದರು. ಸ್ಕ್ಯಾನಿಂಗ್ ಯಂತ್ರ ಮತ್ತು ಇತರ ಪರಿಕರಗಳನ್ನು ವಶಪಡಿಸಿಕೊಳ್ಳಲಾಗಿದೆ. ಈ ಜಾಲದಲ್ಲಿ ಭಾಗಿಯಾಗಿರುವ ಇತರರ ಪತ್ತೆಗೆ ತನಿಖೆ ಮುಂದುವರೆದಿದೆ. ಬಳ್ಳಾರಿಯ ಮಹಿಳೆ ನೀಡಿದ ಮಾಹಿತಿಯ ಆಧಾರದ ಮೇಲೆ ಕಾರ್ಯಾಚರಣೆ ನಡೆಸಲಾಗಿದೆ ಎಂದು ಜಿಲ್ಲಾ ಆರೋಗ್ಯಾಧಿಕಾರಿಗಳು ತಿಳಿಸಿದ್ದಾರೆ. [46,975,364,1111]
foeticide-headline-2: ಕೊಟ್ಟ ಬಳ್ಳಾರಿ ಗರ್ಭಿಣಿ! [98,915,312,948]
battery-theft-lead: ಬಳ್ಳಾರಿ,ಸೆ.26: ಏರ್‌ಟೆಲ್ ಮತ್ತು ಜಿಯೋ ಟೆಲಿ ಕಮ್ಯುನಿಕೇಷನ್ಸ್ ನ ಮೊಬೈಲ್ ಟವರ್‌ಗಳ ಬ್ಯಾಟರಿ ಮತ್ತು ಎಲೆಕ್ಟ್ರಿಕಲ್ ಉಪಕರಣಗಳನ್ನು ಕಳ್ಳತನ ಮಾಡಿದ ಉತ್ತರಪ್ರದೇಶ ಮೂಲದ ಮೂವರು ಆರೋಪಿಗಳನ್ನು ಬಳ್ಳಾರಿ ಗ್ರಾಮೀಣ ಪೊಲೀಸರು ಬಂಧಿಸಿ 30.49 ಲಕ್ಷ ರೂ.ಗಳ ಮೌಲ್ಯದ ಬ್ಯಾಟರಿ, ಎಲೆಕ್ಟ್ರಿಕಲ್ ಉಪಕರಣಗಳನ್ನು ವಶಪಡಿಸಿಕೊಂಡಿದ್ದಾರೆ. [44,457,680,502]
